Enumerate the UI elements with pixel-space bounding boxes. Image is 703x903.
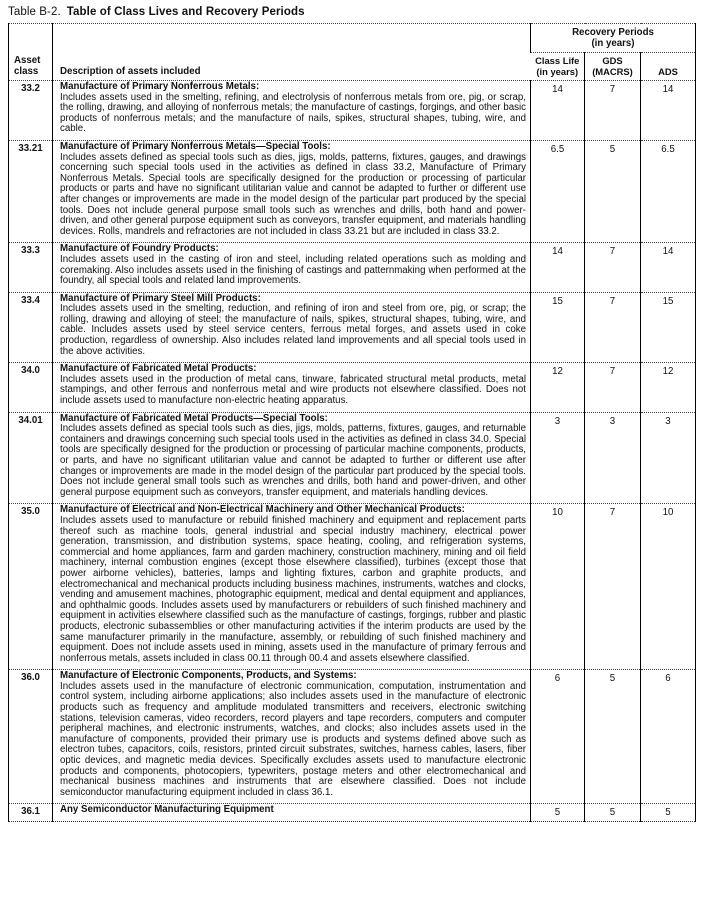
class-lives-table [8, 23, 696, 822]
class-life-cell: 3 [531, 412, 585, 504]
asset-class-cell: 33.3 [9, 243, 53, 292]
table-row [9, 504, 696, 670]
table-title [8, 6, 695, 18]
gds-cell: 3 [585, 412, 641, 504]
asset-class-cell: 33.21 [9, 140, 53, 242]
asset-class-cell: 36.0 [9, 670, 53, 804]
description-cell [53, 140, 531, 242]
table-title-text: Table of Class Lives and Recovery Periods [66, 6, 305, 18]
table-body [9, 81, 696, 822]
class-life-cell: 5 [531, 804, 585, 822]
gds-cell: 5 [585, 140, 641, 242]
description-cell [53, 412, 531, 504]
ads-cell: 10 [641, 504, 696, 670]
description-cell [53, 504, 531, 670]
asset-class-cell: 34.0 [9, 363, 53, 412]
description-cell [53, 81, 531, 141]
table-row [9, 81, 696, 141]
gds-cell: 7 [585, 81, 641, 141]
asset-description-title: Manufacture of Primary Steel Mill Products: [60, 292, 261, 304]
header-asset-class-line2: class [14, 66, 39, 77]
header-ads: ADS [641, 53, 696, 81]
description-cell [53, 670, 531, 804]
gds-cell: 5 [585, 804, 641, 822]
asset-description-text: Includes assets defined as special tools such as dies, jigs, molds, patterns, fixtures, gauges, and returnable containers and drawings concerning such special tools used in the activities as defined in class 34.0. Special tools are specifically designed for the production or processing of particular machine components, products, or parts, and have no significant utilitarian value and cannot be adapted to further or different use after changes or improvements are made in the model design of the particular part produced by the special tools. Does not include general small tools such as wrenches and drills, both hand and power-driven, and other general purpose equipment such as conveyors, transfer equipment, and materials handling devices. [60, 423, 526, 498]
ads-cell: 5 [641, 804, 696, 822]
asset-description-title: Any Semiconductor Manufacturing Equipment [60, 804, 274, 816]
asset-description-title: Manufacture of Fabricated Metal Products: [60, 363, 257, 375]
gds-cell: 7 [585, 243, 641, 292]
asset-description-title: Manufacture of Electrical and Non-Electrical Machinery and Other Mechanical Products: [60, 504, 465, 516]
asset-description-title: Manufacture of Primary Nonferrous Metals: [60, 81, 260, 92]
header-description: Description of assets included [53, 24, 531, 81]
asset-description-text: Includes assets used in the smelting, refining, and electrolysis of nonferrous metals from ore, pig, or scrap, the rolling, drawing, and alloying of nonferrous metals; the manufacture of castings, forgings, and other basic products of nonferrous metals; and the manufacture of nails, spikes, structural shapes, tubing, wire, and cable. [60, 91, 526, 135]
gds-cell: 7 [585, 504, 641, 670]
class-life-cell: 14 [531, 243, 585, 292]
asset-class-cell: 33.2 [9, 81, 53, 141]
asset-description-title: Manufacture of Foundry Products: [60, 243, 219, 255]
header-gds: GDS (MACRS) [585, 53, 641, 81]
table-number: Table B-2. [8, 6, 61, 18]
description-cell [53, 804, 531, 822]
asset-description-title: Manufacture of Fabricated Metal Products—Special Tools: [60, 412, 328, 424]
table-row [9, 140, 696, 242]
header-asset-class-line1: Asset [14, 55, 41, 66]
gds-cell: 7 [585, 292, 641, 363]
header-recovery-line2: (in years) [591, 38, 635, 49]
ads-cell: 6.5 [641, 140, 696, 242]
asset-description-title: Manufacture of Primary Nonferrous Metals—Special Tools: [60, 140, 331, 152]
table-row [9, 804, 696, 822]
header-asset-class [9, 24, 53, 81]
table-row [9, 243, 696, 292]
asset-class-cell: 35.0 [9, 504, 53, 670]
asset-class-cell: 36.1 [9, 804, 53, 822]
class-life-cell: 6.5 [531, 140, 585, 242]
description-cell [53, 363, 531, 412]
class-life-cell: 6 [531, 670, 585, 804]
class-life-cell: 15 [531, 292, 585, 363]
description-cell [53, 292, 531, 363]
ads-cell: 3 [641, 412, 696, 504]
class-life-cell: 12 [531, 363, 585, 412]
asset-description-text: Includes assets used in the manufacture of electronic communication, computation, instrumentation and control system, including airborne applications; also includes assets used in the manufacture of electronic products such as frequency and amplitude modulated transmitters and receivers, electronic switching stations, television cameras, video recorders, record players and tape recorders, computers and computer peripheral machines, and electronic instruments, watches, and clocks; also includes assets used in the manufacture of components, provided their primary use is products and systems defined above such as electron tubes, capacitors, coils, resistors, printed circuit substrates, switches, harness cables, lasers, fiber optic devices, and magnetic media devices. Specifically excludes assets used to manufacture electronic products and components, photocopiers, typewriters, postage meters and other electromechanical and mechanical business machines and instruments that are elsewhere classified. Does not include semiconductor manufacturing equipment included in class 36.1. [60, 680, 526, 798]
asset-description-text: Includes assets used to manufacture or rebuild finished machinery and equipment and replacement parts thereof such as machine tools, general industrial and special industry machinery, electrical power generation, transmission, and distribution systems, space heating, cooling, and refrigeration systems, commercial and home appliances, farm and garden machinery, construction machinery, mining and oil field machinery, internal combustion engines (except those elsewhere classified), turbines (except those that power airborne vehicles), batteries, lamps and lighting fixtures, carbon and graphite products, and electromechanical and mechanical products including business machines, instruments, watches and clocks, vending and amusement machines, photographic equipment, medical and dental equipment and appliances, and ophthalmic goods. Includes assets used by manufacturers or rebuilders of such finished machinery and equipment in activities elsewhere classified such as the manufacture of castings, forgings, rubber and plastic products, electronic subassemblies or other manufacturing activities if the interim products are used by the same manufacturer primarily in the manufacture, assembly, or rebuilding of such finished machinery and equipment. Does not include assets used in mining, assets used in the manufacture of primary ferrous and nonferrous metals, assets included in class 00.11 through 00.4 and assets elsewhere classified. [60, 514, 526, 664]
header-recovery-line1: Recovery Periods [572, 27, 654, 38]
table-row [9, 412, 696, 504]
ads-cell: 15 [641, 292, 696, 363]
ads-cell: 12 [641, 363, 696, 412]
asset-description-title: Manufacture of Electronic Components, Products, and Systems: [60, 670, 357, 682]
asset-description-text: Includes assets defined as special tools such as dies, jigs, molds, patterns, fixtures, gauges, and drawings concerning such special tools used in the activities as defined in class 33.2, Manufacture of Primary Nonferrous Metals. Special tools are specifically designed for the production or processing of particular products or parts and have no significant utilitarian value and cannot be adapted to further or different use after changes or improvements are made in the model design of the particular part produced by the special tools. Does not include general purpose small tools such as wrenches and drills, both hand and power-driven, and other general purpose equipment such as conveyors, transfer equipment, and materials handling devices. Rolls, mandrels and refractories are not included in class 33.21 but are included in class 33.2. [60, 151, 526, 237]
asset-class-cell: 34.01 [9, 412, 53, 504]
table-header [9, 24, 696, 81]
asset-description-text: Includes assets used in the casting of iron and steel, including related operations such as molding and coremaking. Also includes assets used in the finishing of castings and patternmaking when performed at the foundry, all special tools and related land improvements. [60, 253, 526, 287]
header-class-life: Class Life (in years) [531, 53, 585, 81]
ads-cell: 14 [641, 81, 696, 141]
table-row [9, 292, 696, 363]
table-row [9, 363, 696, 412]
description-cell [53, 243, 531, 292]
ads-cell: 6 [641, 670, 696, 804]
header-recovery-periods [531, 24, 696, 53]
ads-cell: 14 [641, 243, 696, 292]
class-life-cell: 10 [531, 504, 585, 670]
asset-class-cell: 33.4 [9, 292, 53, 363]
class-life-cell: 14 [531, 81, 585, 141]
gds-cell: 7 [585, 363, 641, 412]
asset-description-text: Includes assets used in the production of metal cans, tinware, fabricated structural metal products, metal stampings, and other ferrous and nonferrous metal and wire products not elsewhere classified. Does not include assets used to manufacture non-electric heating apparatus. [60, 373, 526, 407]
asset-description-text: Includes assets used in the smelting, reduction, and refining of iron and steel from ore, pig, or scrap; the rolling, drawing and alloying of steel; the manufacture of nails, spikes, structural shapes, tubing, wire, and cable. Includes assets used by steel service centers, ferrous metal forges, and assets used in coke production, regardless of ownership. Also includes related land improvements and all special tools used in the above activities. [60, 303, 526, 357]
table-row [9, 670, 696, 804]
gds-cell: 5 [585, 670, 641, 804]
